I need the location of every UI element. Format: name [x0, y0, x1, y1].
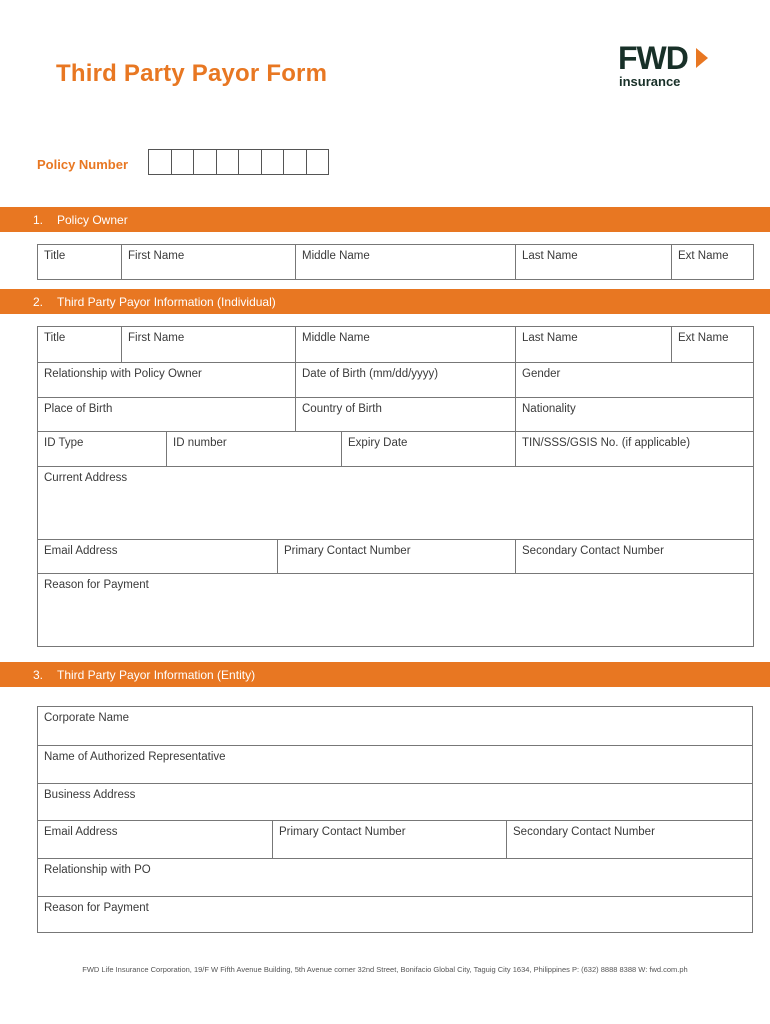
corporate-name-field[interactable]	[38, 707, 752, 745]
section-title: Policy Owner	[57, 212, 128, 227]
gender-field[interactable]	[515, 363, 753, 397]
form-row	[38, 466, 753, 539]
policy-digit-box[interactable]	[306, 149, 330, 175]
form-row	[38, 397, 753, 431]
field-label: ID number	[173, 437, 227, 449]
field-label: Ext Name	[678, 332, 729, 344]
entity-email-field[interactable]	[38, 821, 272, 858]
payor-title-field[interactable]	[38, 327, 121, 362]
field-label: Reason for Payment	[44, 902, 149, 914]
form-row	[38, 707, 752, 745]
tin-field[interactable]	[515, 432, 753, 466]
field-label: Nationality	[522, 403, 576, 415]
policy-digit-box[interactable]	[238, 149, 262, 175]
fwd-logo	[618, 42, 714, 90]
country-of-birth-field[interactable]	[295, 398, 515, 431]
field-label: Middle Name	[302, 250, 370, 262]
section-title: Third Party Payor Information (Entity)	[57, 667, 256, 682]
business-address-field[interactable]	[38, 784, 752, 820]
field-label: First Name	[128, 250, 185, 262]
field-label: ID Type	[44, 437, 84, 449]
form-row	[38, 783, 752, 820]
expiry-date-field[interactable]	[341, 432, 515, 466]
field-label: Secondary Contact Number	[522, 545, 664, 557]
owner-last-name-field[interactable]	[515, 245, 671, 279]
field-label: Relationship with Policy Owner	[44, 368, 202, 380]
payor-last-name-field[interactable]	[515, 327, 671, 362]
payor-ext-name-field[interactable]	[671, 327, 753, 362]
field-label: Name of Authorized Representative	[44, 751, 226, 763]
field-label: Current Address	[44, 472, 128, 484]
secondary-contact-field[interactable]	[515, 540, 753, 573]
id-type-field[interactable]	[38, 432, 166, 466]
field-label: First Name	[128, 332, 185, 344]
field-label: Primary Contact Number	[279, 826, 406, 838]
field-label: TIN/SSS/GSIS No. (if applicable)	[522, 437, 691, 449]
entity-secondary-contact-field[interactable]	[506, 821, 752, 858]
form-row	[38, 820, 752, 858]
owner-ext-name-field[interactable]	[671, 245, 753, 279]
reason-for-payment-field[interactable]	[38, 574, 753, 646]
form-row	[38, 858, 752, 896]
policy-number-label: Policy Number	[37, 157, 129, 172]
id-number-field[interactable]	[166, 432, 341, 466]
field-label: Relationship with PO	[44, 864, 151, 876]
field-label: Country of Birth	[302, 403, 382, 415]
footer-address: FWD Life Insurance Corporation, 19/F W Fifth Avenue Building, 5th Avenue corner 32nd Street, Bonifacio Global City, Taguig City 1634, Philippines P: (632) 8888 8388 W: fwd.com.ph	[82, 965, 688, 974]
field-label: Email Address	[44, 545, 118, 557]
policy-digit-box[interactable]	[283, 149, 307, 175]
owner-first-name-field[interactable]	[121, 245, 295, 279]
section-header-entity	[0, 662, 770, 687]
policy-digit-box[interactable]	[216, 149, 240, 175]
payor-first-name-field[interactable]	[121, 327, 295, 362]
field-label: Middle Name	[302, 332, 370, 344]
policy-digit-box[interactable]	[171, 149, 195, 175]
individual-grid	[37, 326, 754, 647]
field-label: Primary Contact Number	[284, 545, 411, 557]
field-label: Gender	[522, 368, 561, 380]
policy-digit-box[interactable]	[193, 149, 217, 175]
field-label: Business Address	[44, 789, 136, 801]
form-row	[38, 896, 752, 932]
place-of-birth-field[interactable]	[38, 398, 295, 431]
section-header-individual	[0, 289, 770, 314]
section-number: 3.	[33, 667, 44, 682]
policy-owner-grid	[37, 244, 754, 280]
play-arrow-icon	[696, 48, 708, 68]
section-number: 1.	[33, 212, 44, 227]
logo-wordmark: FWD	[618, 40, 688, 76]
field-label: Date of Birth (mm/dd/yyyy)	[302, 368, 439, 380]
form-row	[38, 539, 753, 573]
email-address-field[interactable]	[38, 540, 277, 573]
form-row	[38, 327, 753, 362]
form-title: Third Party Payor Form	[56, 60, 328, 87]
entity-reason-for-payment-field[interactable]	[38, 897, 752, 932]
current-address-field[interactable]	[38, 467, 753, 539]
field-label: Corporate Name	[44, 712, 130, 724]
field-label: Title	[44, 332, 66, 344]
section-header-policy-owner	[0, 207, 770, 232]
field-label: Last Name	[522, 250, 578, 262]
entity-primary-contact-field[interactable]	[272, 821, 506, 858]
field-label: Reason for Payment	[44, 579, 149, 591]
field-label: Title	[44, 250, 66, 262]
date-of-birth-field[interactable]	[295, 363, 515, 397]
primary-contact-field[interactable]	[277, 540, 515, 573]
form-row	[38, 431, 753, 466]
field-label: Last Name	[522, 332, 578, 344]
section-number: 2.	[33, 294, 44, 309]
logo-subtitle: insurance	[619, 74, 681, 89]
field-label: Place of Birth	[44, 403, 113, 415]
owner-middle-name-field[interactable]	[295, 245, 515, 279]
field-label: Ext Name	[678, 250, 729, 262]
nationality-field[interactable]	[515, 398, 753, 431]
field-label: Expiry Date	[348, 437, 408, 449]
section-title: Third Party Payor Information (Individual)	[57, 294, 276, 309]
form-row	[38, 745, 752, 783]
form-row	[38, 573, 753, 646]
entity-grid	[37, 706, 753, 933]
relationship-field[interactable]	[38, 363, 295, 397]
field-label: Secondary Contact Number	[513, 826, 655, 838]
owner-title-field[interactable]	[38, 245, 121, 279]
form-row	[38, 245, 753, 279]
field-label: Email Address	[44, 826, 118, 838]
form-row	[38, 362, 753, 397]
policy-number-input[interactable]	[148, 149, 328, 175]
policy-digit-box[interactable]	[148, 149, 172, 175]
payor-middle-name-field[interactable]	[295, 327, 515, 362]
relationship-with-po-field[interactable]	[38, 859, 752, 896]
policy-digit-box[interactable]	[261, 149, 285, 175]
authorized-representative-field[interactable]	[38, 746, 752, 783]
